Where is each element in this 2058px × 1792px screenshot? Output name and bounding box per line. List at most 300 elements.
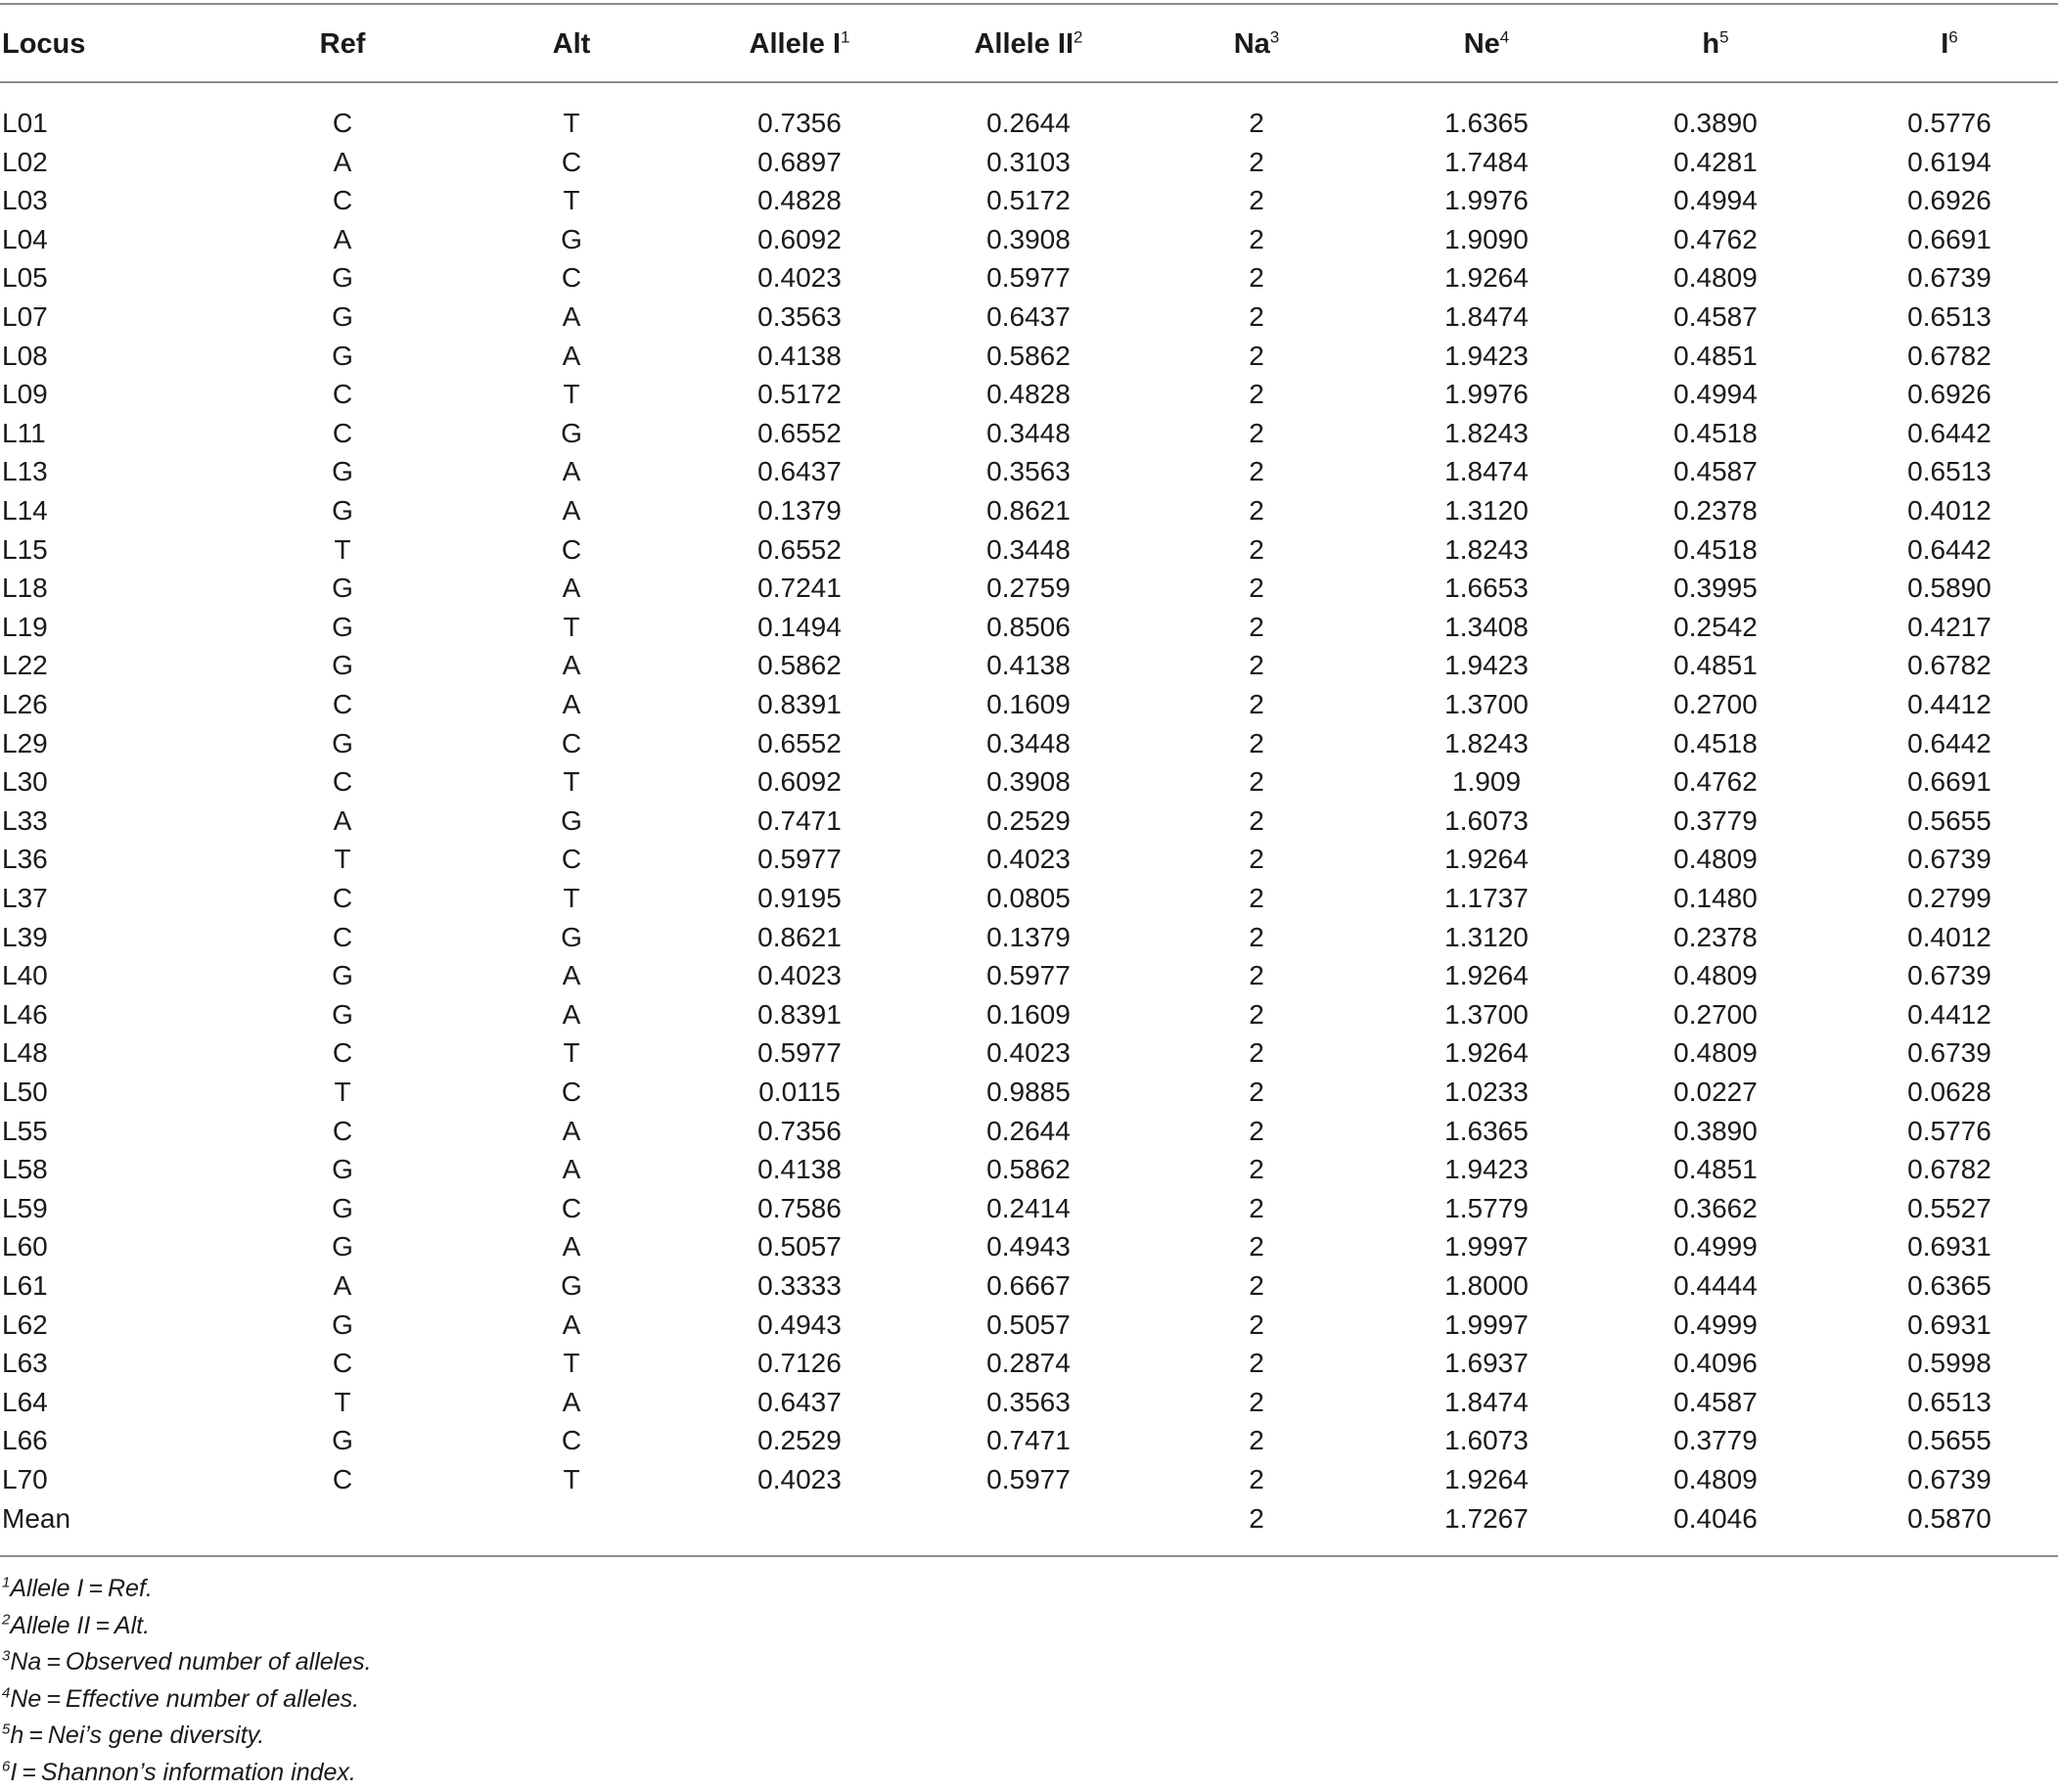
cell-allele-i: 0.7586: [757, 1192, 842, 1223]
cell-h: 0.4096: [1673, 1348, 1758, 1379]
cell-alt: T: [563, 1037, 580, 1069]
cell-ne: 1.7484: [1444, 146, 1529, 177]
cell-allele-ii: 0.4023: [986, 1037, 1071, 1069]
cell-ref: T: [334, 1386, 351, 1417]
cell-ne: 1.6365: [1444, 108, 1529, 138]
cell-locus: L29: [2, 727, 48, 758]
cell-na: 2: [1249, 223, 1264, 254]
cell-i: 0.6513: [1907, 456, 1991, 487]
cell-i: 0.4412: [1907, 689, 1991, 719]
cell-alt: A: [562, 340, 581, 371]
cell-ref: G: [332, 650, 353, 681]
cell-alt: A: [562, 495, 581, 526]
cell-na: 2: [1249, 960, 1264, 991]
cell-allele-ii: 0.1609: [986, 998, 1071, 1030]
cell-h: 0.4518: [1673, 727, 1758, 758]
cell-alt: A: [562, 1115, 581, 1146]
cell-allele-i: 0.7126: [757, 1348, 842, 1379]
cell-na: 2: [1249, 883, 1264, 913]
cell-ne: 1.9264: [1444, 1464, 1529, 1494]
cell-h: 0.3779: [1673, 804, 1758, 836]
cell-allele-i: 0.7241: [757, 573, 842, 604]
cell-allele-ii: 0.7471: [986, 1425, 1071, 1456]
cell-allele-i: 0.6552: [757, 727, 842, 758]
cell-h: 0.4762: [1673, 766, 1758, 798]
cell-i: 0.4412: [1907, 998, 1991, 1030]
table-row: [0, 1266, 2058, 1306]
header-locus: Locus: [2, 28, 86, 60]
cell-ne: 1.8000: [1444, 1270, 1529, 1301]
cell-allele-i: 0.6437: [757, 456, 842, 487]
cell-h: 0.3890: [1673, 1115, 1758, 1146]
table-row: [0, 452, 2058, 491]
cell-i: 0.2799: [1907, 883, 1991, 913]
cell-allele-i: 0.4828: [757, 185, 842, 216]
cell-allele-i: 0.6092: [757, 766, 842, 798]
cell-ne: 1.3120: [1444, 921, 1529, 952]
cell-i: 0.6926: [1907, 185, 1991, 216]
cell-i: 0.5998: [1907, 1348, 1991, 1379]
cell-ref: T: [334, 1077, 351, 1107]
cell-allele-i: 0.5977: [757, 844, 842, 875]
cell-i: 0.4012: [1907, 921, 1991, 952]
cell-i: 0.6739: [1907, 262, 1991, 294]
cell-i: 0.6194: [1907, 146, 1991, 177]
cell-locus: L22: [2, 650, 48, 681]
cell-allele-ii: 0.8506: [986, 611, 1071, 642]
cell-allele-ii: 0.4023: [986, 844, 1071, 875]
cell-allele-ii: 0.3103: [986, 146, 1071, 177]
cell-h: 0.2542: [1673, 611, 1758, 642]
cell-ref: G: [332, 1309, 353, 1340]
table-row-mean: [0, 1499, 2058, 1539]
cell-i: 0.0628: [1907, 1077, 1991, 1107]
cell-na: 2: [1249, 1464, 1264, 1494]
cell-na: 2: [1249, 146, 1264, 177]
cell-allele-ii: 0.3563: [986, 1386, 1071, 1417]
cell-allele-ii: 0.6437: [986, 301, 1071, 332]
table-row: [0, 762, 2058, 802]
cell-na: 2: [1249, 1425, 1264, 1456]
table-row: [0, 258, 2058, 298]
table-row: [0, 840, 2058, 879]
cell-i: 0.5527: [1907, 1192, 1991, 1223]
cell-locus: L62: [2, 1309, 48, 1340]
cell-alt: C: [561, 262, 582, 294]
cell-allele-i: 0.8391: [757, 689, 842, 719]
table-row: [0, 375, 2058, 414]
cell-h: 0.4994: [1673, 185, 1758, 216]
cell-h: 0.4994: [1673, 379, 1758, 410]
cell-ne: 1.7267: [1444, 1502, 1529, 1534]
cell-locus: L05: [2, 262, 48, 294]
cell-alt: A: [562, 689, 581, 719]
table-row: [0, 1112, 2058, 1151]
cell-ref: C: [332, 1037, 353, 1069]
cell-locus: L46: [2, 998, 48, 1030]
cell-h: 0.4851: [1673, 650, 1758, 681]
cell-i: 0.6365: [1907, 1270, 1991, 1301]
cell-na: 2: [1249, 379, 1264, 410]
header-alt: Alt: [552, 28, 591, 60]
cell-allele-i: 0.5057: [757, 1231, 842, 1263]
table-row: [0, 1189, 2058, 1228]
cell-i: 0.6442: [1907, 417, 1991, 448]
cell-locus: L66: [2, 1425, 48, 1456]
cell-ne: 1.9423: [1444, 650, 1529, 681]
cell-allele-ii: 0.2874: [986, 1348, 1071, 1379]
cell-locus: L13: [2, 456, 48, 487]
cell-allele-ii: 0.4828: [986, 379, 1071, 410]
cell-h: 0.2700: [1673, 998, 1758, 1030]
cell-alt: T: [563, 766, 580, 798]
cell-alt: T: [563, 185, 580, 216]
cell-h: 0.4281: [1673, 146, 1758, 177]
cell-h: 0.4518: [1673, 533, 1758, 565]
cell-alt: A: [562, 1309, 581, 1340]
cell-ne: 1.9090: [1444, 223, 1529, 254]
table-row: [0, 995, 2058, 1034]
cell-na: 2: [1249, 1231, 1264, 1263]
cell-na: 2: [1249, 301, 1264, 332]
cell-na: 2: [1249, 844, 1264, 875]
cell-ref: T: [334, 844, 351, 875]
table-row: [0, 724, 2058, 763]
cell-na: 2: [1249, 340, 1264, 371]
cell-ref: G: [332, 1154, 353, 1185]
cell-locus: L40: [2, 960, 48, 991]
cell-alt: T: [563, 611, 580, 642]
header-i: $I^6$: [1941, 27, 1958, 60]
cell-allele-ii: 0.8621: [986, 495, 1071, 526]
cell-alt: C: [561, 533, 582, 565]
cell-ne: 1.8474: [1444, 456, 1529, 487]
cell-alt: G: [561, 223, 582, 254]
table-row: [0, 104, 2058, 143]
cell-na: 2: [1249, 804, 1264, 836]
cell-locus: L04: [2, 223, 48, 254]
table-row: [0, 491, 2058, 530]
cell-h: 0.4809: [1673, 960, 1758, 991]
cell-na: 2: [1249, 533, 1264, 565]
cell-i: 0.5655: [1907, 804, 1991, 836]
cell-alt: A: [562, 998, 581, 1030]
cell-na: 2: [1249, 611, 1264, 642]
cell-ref: C: [332, 379, 353, 410]
cell-na: 2: [1249, 1115, 1264, 1146]
table-row: [0, 1344, 2058, 1383]
cell-i: 0.6782: [1907, 1154, 1991, 1185]
cell-allele-i: 0.4023: [757, 960, 842, 991]
cell-na: 2: [1249, 1309, 1264, 1340]
cell-locus: L60: [2, 1231, 48, 1263]
cell-allele-i: 0.3563: [757, 301, 842, 332]
table-bottom-rule: [0, 1555, 2058, 1557]
cell-alt: A: [562, 960, 581, 991]
cell-ne: 1.9264: [1444, 1037, 1529, 1069]
cell-ne: 1.1737: [1444, 883, 1529, 913]
cell-i: 0.6739: [1907, 1037, 1991, 1069]
cell-i: 0.6739: [1907, 1464, 1991, 1494]
cell-alt: C: [561, 146, 582, 177]
cell-locus: L55: [2, 1115, 48, 1146]
cell-locus: L15: [2, 533, 48, 565]
cell-locus: L48: [2, 1037, 48, 1069]
cell-i: 0.5870: [1907, 1502, 1991, 1534]
cell-i: 0.4217: [1907, 611, 1991, 642]
cell-i: 0.6782: [1907, 340, 1991, 371]
cell-ne: 1.9264: [1444, 960, 1529, 991]
footnote-3: $^3$Na = Observed number of alleles.: [2, 1647, 372, 1677]
cell-alt: T: [563, 108, 580, 138]
table-row: [0, 569, 2058, 608]
cell-ref: G: [332, 960, 353, 991]
cell-ne: 1.6073: [1444, 1425, 1529, 1456]
cell-ne: 1.5779: [1444, 1192, 1529, 1223]
cell-allele-i: 0.8391: [757, 998, 842, 1030]
cell-allele-ii: 0.2644: [986, 108, 1071, 138]
cell-alt: G: [561, 921, 582, 952]
cell-locus: L26: [2, 689, 48, 719]
cell-locus: L03: [2, 185, 48, 216]
cell-h: 0.4518: [1673, 417, 1758, 448]
cell-na: 2: [1249, 650, 1264, 681]
cell-ne: 1.9423: [1444, 1154, 1529, 1185]
cell-ne: 1.3700: [1444, 998, 1529, 1030]
cell-na: 2: [1249, 689, 1264, 719]
cell-locus: L50: [2, 1077, 48, 1107]
cell-locus: L59: [2, 1192, 48, 1223]
table-row: [0, 337, 2058, 376]
table-row: [0, 608, 2058, 647]
table-row: [0, 956, 2058, 995]
cell-i: 0.6513: [1907, 1386, 1991, 1417]
cell-na: 2: [1249, 573, 1264, 604]
cell-alt: C: [561, 1192, 582, 1223]
table-row: [0, 646, 2058, 685]
cell-ref: G: [332, 573, 353, 604]
cell-h: 0.3890: [1673, 108, 1758, 138]
cell-i: 0.4012: [1907, 495, 1991, 526]
cell-alt: A: [562, 456, 581, 487]
footnote-2: $^2$Allele II = Alt.: [2, 1611, 151, 1639]
cell-allele-i: 0.7356: [757, 1115, 842, 1146]
cell-allele-i: 0.7471: [757, 804, 842, 836]
cell-na: 2: [1249, 1270, 1264, 1301]
cell-allele-ii: 0.0805: [986, 883, 1071, 913]
cell-allele-ii: 0.2759: [986, 573, 1071, 604]
cell-ref: A: [333, 804, 352, 836]
cell-alt: T: [563, 379, 580, 410]
cell-i: 0.6739: [1907, 960, 1991, 991]
cell-allele-i: 0.4023: [757, 1464, 842, 1494]
cell-allele-ii: 0.3908: [986, 766, 1071, 798]
header-ref: Ref: [319, 28, 366, 60]
cell-i: 0.6513: [1907, 301, 1991, 332]
cell-locus: L63: [2, 1348, 48, 1379]
cell-allele-i: 0.2529: [757, 1425, 842, 1456]
table-row: [0, 918, 2058, 957]
cell-ref: T: [334, 533, 351, 565]
cell-allele-ii: 0.5057: [986, 1309, 1071, 1340]
cell-na: 2: [1249, 1192, 1264, 1223]
cell-allele-ii: 0.5977: [986, 262, 1071, 294]
cell-alt: C: [561, 1425, 582, 1456]
cell-na: 2: [1249, 185, 1264, 216]
cell-allele-i: 0.5172: [757, 379, 842, 410]
cell-h: 0.4809: [1673, 1464, 1758, 1494]
cell-locus: L08: [2, 340, 48, 371]
cell-na: 2: [1249, 1348, 1264, 1379]
cell-na: 2: [1249, 727, 1264, 758]
cell-allele-ii: 0.2414: [986, 1192, 1071, 1223]
cell-h: 0.4851: [1673, 340, 1758, 371]
cell-h: 0.0227: [1673, 1077, 1758, 1107]
cell-locus: L19: [2, 611, 48, 642]
cell-ne: 1.9976: [1444, 185, 1529, 216]
cell-alt: G: [561, 417, 582, 448]
cell-allele-i: 0.4943: [757, 1309, 842, 1340]
cell-ref: C: [332, 689, 353, 719]
cell-allele-ii: 0.2644: [986, 1115, 1071, 1146]
cell-locus: L30: [2, 766, 48, 798]
cell-alt: A: [562, 301, 581, 332]
header-na: Na$^3$: [1233, 27, 1280, 60]
table-header-rule: [0, 81, 2058, 83]
cell-allele-ii: 0.1609: [986, 689, 1071, 719]
cell-i: 0.6782: [1907, 650, 1991, 681]
cell-h: 0.4046: [1673, 1502, 1758, 1534]
cell-alt: T: [563, 883, 580, 913]
cell-ne: 1.9264: [1444, 262, 1529, 294]
table-row: [0, 879, 2058, 918]
cell-ref: G: [332, 727, 353, 758]
cell-ref: G: [332, 495, 353, 526]
cell-ne: 1.9997: [1444, 1231, 1529, 1263]
cell-na: 2: [1249, 108, 1264, 138]
cell-allele-ii: 0.5862: [986, 1154, 1071, 1185]
cell-na: 2: [1249, 1154, 1264, 1185]
cell-ref: A: [333, 1270, 352, 1301]
cell-h: 0.4444: [1673, 1270, 1758, 1301]
cell-h: 0.4999: [1673, 1309, 1758, 1340]
cell-h: 0.3995: [1673, 573, 1758, 604]
cell-allele-i: 0.1379: [757, 495, 842, 526]
cell-ref: G: [332, 1192, 353, 1223]
cell-ref: C: [332, 921, 353, 952]
cell-allele-i: 0.5862: [757, 650, 842, 681]
cell-na: 2: [1249, 262, 1264, 294]
cell-ne: 1.6073: [1444, 804, 1529, 836]
cell-locus: L33: [2, 804, 48, 836]
cell-na: 2: [1249, 495, 1264, 526]
cell-i: 0.6442: [1907, 727, 1991, 758]
table-row: [0, 181, 2058, 220]
cell-allele-i: 0.6552: [757, 417, 842, 448]
cell-h: 0.4999: [1673, 1231, 1758, 1263]
cell-alt: T: [563, 1464, 580, 1494]
cell-ref: G: [332, 456, 353, 487]
cell-i: 0.6691: [1907, 223, 1991, 254]
cell-ne: 1.909: [1451, 766, 1522, 798]
cell-ref: G: [332, 301, 353, 332]
cell-ne: 1.3120: [1444, 495, 1529, 526]
cell-ref: C: [332, 1348, 353, 1379]
cell-na: 2: [1249, 456, 1264, 487]
cell-ref: C: [332, 883, 353, 913]
cell-allele-i: 0.4023: [757, 262, 842, 294]
cell-allele-ii: 0.5977: [986, 960, 1071, 991]
cell-i: 0.5776: [1907, 1115, 1991, 1146]
cell-h: 0.4587: [1673, 1386, 1758, 1417]
cell-allele-i: 0.7356: [757, 108, 842, 138]
cell-ref: C: [332, 1464, 353, 1494]
header-allele-i: Allele $I^1$: [749, 27, 850, 60]
cell-alt: A: [562, 1154, 581, 1185]
cell-locus: L39: [2, 921, 48, 952]
cell-locus: L70: [2, 1464, 48, 1494]
footnote-6: $^6$I = Shannon’s information index.: [2, 1758, 356, 1786]
cell-h: 0.4809: [1673, 844, 1758, 875]
cell-ref: A: [333, 223, 352, 254]
cell-alt: A: [562, 573, 581, 604]
cell-allele-i: 0.4138: [757, 1154, 842, 1185]
cell-i: 0.6691: [1907, 766, 1991, 798]
table-row: [0, 1306, 2058, 1345]
cell-h: 0.4587: [1673, 456, 1758, 487]
cell-locus: L18: [2, 573, 48, 604]
cell-locus: L36: [2, 844, 48, 875]
cell-locus: L11: [2, 417, 46, 448]
cell-locus: L58: [2, 1154, 48, 1185]
cell-na: 2: [1249, 1037, 1264, 1069]
cell-na: 2: [1249, 417, 1264, 448]
table-row: [0, 530, 2058, 570]
cell-ne: 1.6653: [1444, 573, 1529, 604]
cell-allele-ii: 0.3448: [986, 417, 1071, 448]
table-row: [0, 1421, 2058, 1460]
cell-allele-i: 0.8621: [757, 921, 842, 952]
footnote-1: $^1$Allele I = Ref.: [2, 1574, 153, 1602]
cell-ref: G: [332, 340, 353, 371]
cell-ne: 1.8243: [1444, 727, 1529, 758]
cell-ref: G: [332, 1231, 353, 1263]
cell-na: 2: [1249, 921, 1264, 952]
cell-allele-ii: 0.3908: [986, 223, 1071, 254]
cell-allele-ii: 0.4943: [986, 1231, 1071, 1263]
cell-ref: C: [332, 108, 353, 138]
cell-locus: L14: [2, 495, 48, 526]
cell-h: 0.4809: [1673, 1037, 1758, 1069]
cell-na: 2: [1249, 1502, 1264, 1534]
cell-h: 0.2700: [1673, 689, 1758, 719]
table-header-row: [0, 20, 2058, 69]
cell-h: 0.4809: [1673, 262, 1758, 294]
cell-allele-i: 0.6092: [757, 223, 842, 254]
table-row: [0, 1073, 2058, 1112]
cell-locus: L64: [2, 1386, 48, 1417]
cell-locus: L07: [2, 301, 48, 332]
cell-ref: A: [333, 146, 352, 177]
cell-allele-ii: 0.4138: [986, 650, 1071, 681]
cell-locus: L37: [2, 883, 48, 913]
cell-locus: L02: [2, 146, 48, 177]
cell-locus: L09: [2, 379, 48, 410]
cell-ne: 1.8474: [1444, 1386, 1529, 1417]
cell-h: 0.4762: [1673, 223, 1758, 254]
footnote-4: $^4$Ne = Effective number of alleles.: [2, 1684, 360, 1713]
table-row: [0, 1460, 2058, 1499]
